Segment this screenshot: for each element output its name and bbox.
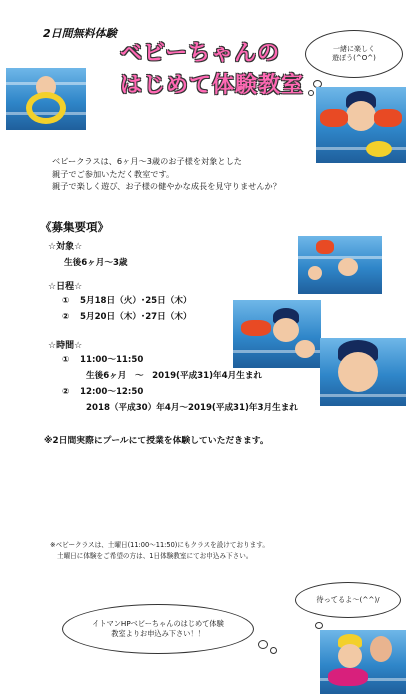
page-title-line1: ベビーちゃんの — [120, 41, 281, 66]
time-item-1 — [62, 353, 143, 365]
baby-armfloats-photo — [316, 87, 406, 163]
time-num: ① — [62, 355, 70, 365]
bubble-dot — [270, 647, 277, 654]
time-range: 11:00～11:50 — [80, 355, 144, 365]
bubble-top-line2: 遊ぼう(^O^) — [332, 54, 376, 62]
bubble-dot — [258, 640, 268, 649]
time-heading: ☆時間☆ — [48, 341, 83, 351]
baby-float-photo — [6, 68, 86, 130]
schedule-item-2 — [62, 310, 192, 322]
time-range: 12:00～12:50 — [80, 387, 144, 397]
schedule-date: 5月20日（木）･27日（木） — [80, 312, 192, 322]
intro-line: 親子で楽しく遊び、お子様の健やかな成長を見守りませんか？ — [52, 181, 281, 192]
bubble-top-line1: 一緒に楽しく — [332, 44, 375, 53]
target-value: 生後6ヶ月～3歳 — [64, 258, 128, 268]
time-num: ② — [62, 387, 70, 397]
time-detail-2: 2018（平成30）年4月～2019(平成31)年3月生まれ — [86, 403, 298, 413]
application-note-line: 教室よりお申込み下さい！！ — [111, 629, 205, 638]
schedule-date: 5月18日（火）･25日（木） — [80, 296, 192, 306]
bubble-dot — [315, 622, 323, 629]
application-note-line: イトマンHPベビーちゃんのはじめて体験 — [92, 619, 224, 629]
schedule-num: ① — [62, 296, 70, 306]
baby-goggles-cap-photo — [233, 300, 321, 368]
intro-text — [52, 155, 281, 193]
footnote-line: ※ベビークラスは、土曜日(11:00～11:50)にもクラスを設けております。 — [50, 541, 269, 549]
free-trial-tag: 2日間無料体験 — [43, 27, 117, 40]
time-item-2 — [62, 385, 143, 397]
saturday-class-note — [50, 540, 269, 561]
bottom-bubble-text: 待ってるよ～(^^)/ — [316, 595, 380, 605]
schedule-heading: ☆日程☆ — [48, 282, 83, 292]
recruit-heading: 《募集要項》 — [40, 220, 109, 234]
bubble-dot — [308, 90, 314, 96]
footnote-line: 土曜日に体験をご希望の方は、1日体験教室にてお申込み下さい。 — [57, 551, 253, 560]
schedule-item-1 — [62, 294, 192, 306]
intro-line: ベビークラスは、6ヶ月～3歳のお子様を対象とした — [52, 156, 242, 166]
application-note-bubble — [62, 604, 254, 654]
pool-note: ※2日間実際にプールにて授業を体験していただきます。 — [44, 436, 269, 446]
schedule-num: ② — [62, 312, 70, 322]
page-title-line2: はじめて体験教室 — [120, 73, 305, 98]
intro-line: 親子でご参加いただく教室です。 — [52, 168, 175, 179]
target-heading: ☆対象☆ — [48, 242, 83, 252]
baby-closeup-photo — [320, 338, 406, 406]
speech-bubble-top — [305, 30, 403, 78]
parent-child-pool-photo — [298, 236, 382, 294]
mother-baby-photo — [320, 630, 406, 694]
time-detail-1: 生後6ヶ月 ～ 2019(平成31)年4月生まれ — [86, 371, 263, 381]
speech-bubble-bottom — [295, 582, 401, 618]
